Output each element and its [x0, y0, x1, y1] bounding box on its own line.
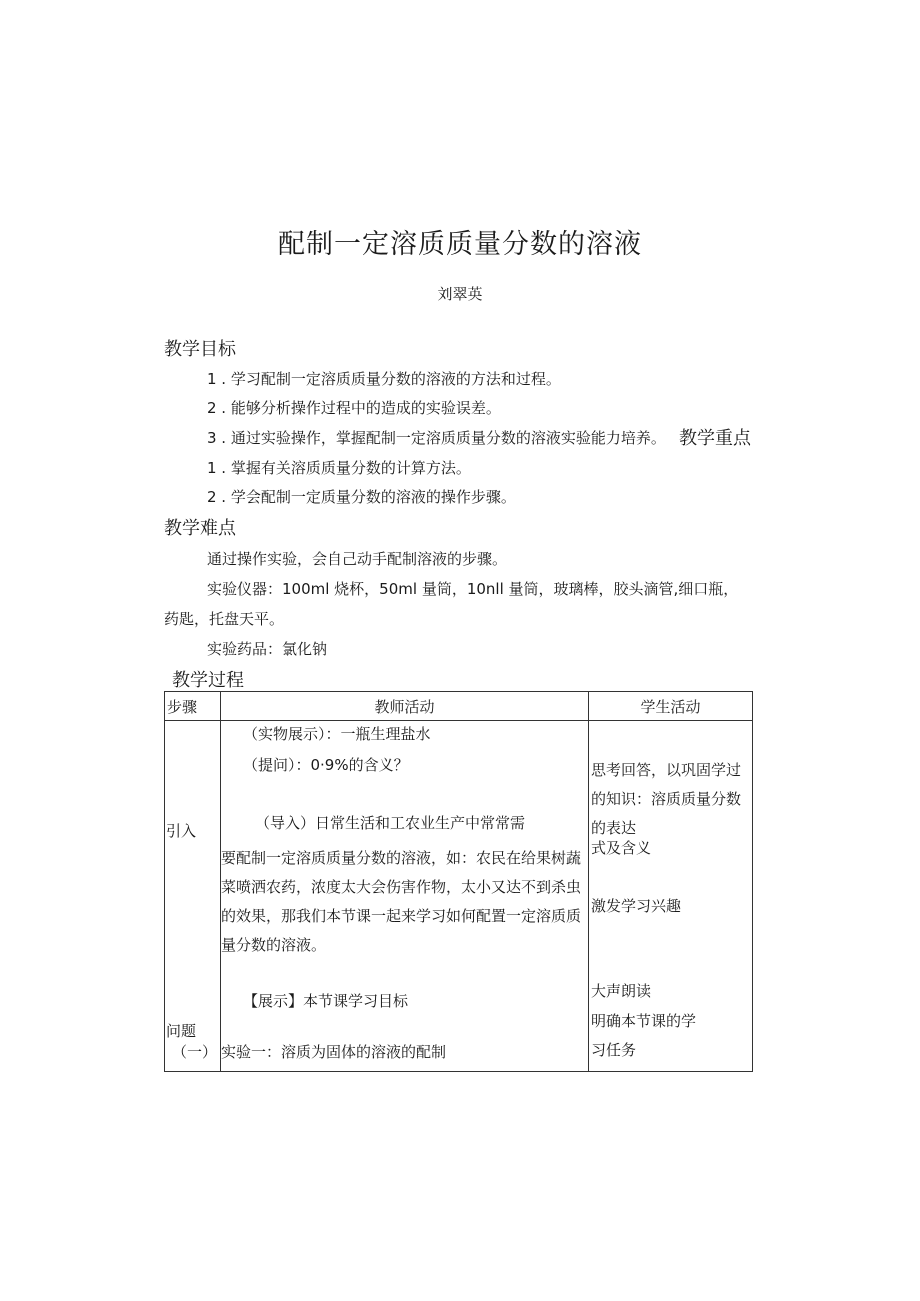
- teacher-cell: [221, 721, 589, 1072]
- teacher-line: 的效果，那我们本节课一起来学习如何配置一定溶质质: [221, 907, 582, 925]
- reagents-line: 实验药品：氯化钠: [207, 640, 328, 658]
- header-student: 学生活动: [589, 692, 753, 721]
- difficulty-text: 通过操作实验，会自己动手配制溶液的步骤。: [207, 550, 508, 568]
- objective-item-1: 1 . 学习配制一定溶质质量分数的溶液的方法和过程。: [207, 370, 561, 388]
- teacher-line: 菜喷洒农药，浓度太大会伤害作物，太小又达不到杀虫: [221, 878, 582, 896]
- process-heading: 教学过程: [172, 670, 244, 691]
- student-line: 式及含义: [591, 839, 652, 857]
- objectives-heading: 教学目标: [164, 339, 236, 360]
- teacher-line: （导入）日常生活和工农业生产中常常需: [255, 814, 526, 832]
- table-header-row: [165, 692, 753, 721]
- difficulties-heading: 教学难点: [164, 518, 236, 539]
- author-name: 刘翠英: [437, 285, 483, 303]
- student-line: 激发学习兴趣: [591, 897, 682, 915]
- header-step: 步骤: [165, 692, 221, 721]
- key-point-item-2: 2 . 学会配制一定质量分数的溶液的操作步骤。: [207, 488, 516, 506]
- step-question-1-number: （一）: [172, 1043, 218, 1061]
- step-intro: 引入: [166, 822, 197, 840]
- teacher-line: 【展示】本节课学习目标: [243, 992, 409, 1010]
- header-teacher: 教师活动: [221, 692, 589, 721]
- step-question-1: 问题: [166, 1022, 197, 1040]
- teacher-line: 实验一：溶质为固体的溶液的配制: [221, 1043, 447, 1061]
- teacher-line: 量分数的溶液。: [221, 936, 327, 954]
- teacher-line: （实物展示）：一瓶生理盐水: [243, 725, 431, 743]
- student-line: 的表达: [591, 819, 637, 837]
- teacher-line: （提问）：0·9%的含义？: [243, 756, 409, 774]
- document-title: 配制一定溶质质量分数的溶液: [278, 229, 642, 260]
- table-row: [165, 721, 753, 1072]
- objective-item-3: 3 . 通过实验操作，掌握配制一定溶质质量分数的溶液实验能力培养。: [207, 429, 666, 447]
- instruments-line-1: 实验仪器：100ml 烧杯，50ml 量筒，10nll 量筒，玻璃棒，胶头滴管,细口瓶，: [207, 580, 739, 598]
- teacher-line: 要配制一定溶质质量分数的溶液，如：农民在给果树蔬: [221, 849, 582, 867]
- key-points-heading: 教学重点: [679, 428, 751, 449]
- student-line: 习任务: [591, 1041, 637, 1059]
- student-line: 明确本节课的学: [591, 1012, 697, 1030]
- process-table: [164, 691, 753, 1072]
- student-cell: [589, 721, 753, 1072]
- student-line: 思考回答，以巩固学过: [591, 761, 742, 779]
- student-line: 的知识：溶质质量分数: [591, 790, 742, 808]
- student-line: 大声朗读: [591, 982, 652, 1000]
- objective-item-2: 2 . 能够分析操作过程中的造成的实验误差。: [207, 399, 501, 417]
- instruments-line-2: 药匙，托盘天平。: [164, 610, 285, 628]
- key-point-item-1: 1 . 掌握有关溶质质量分数的计算方法。: [207, 459, 471, 477]
- step-cell: [165, 721, 221, 1072]
